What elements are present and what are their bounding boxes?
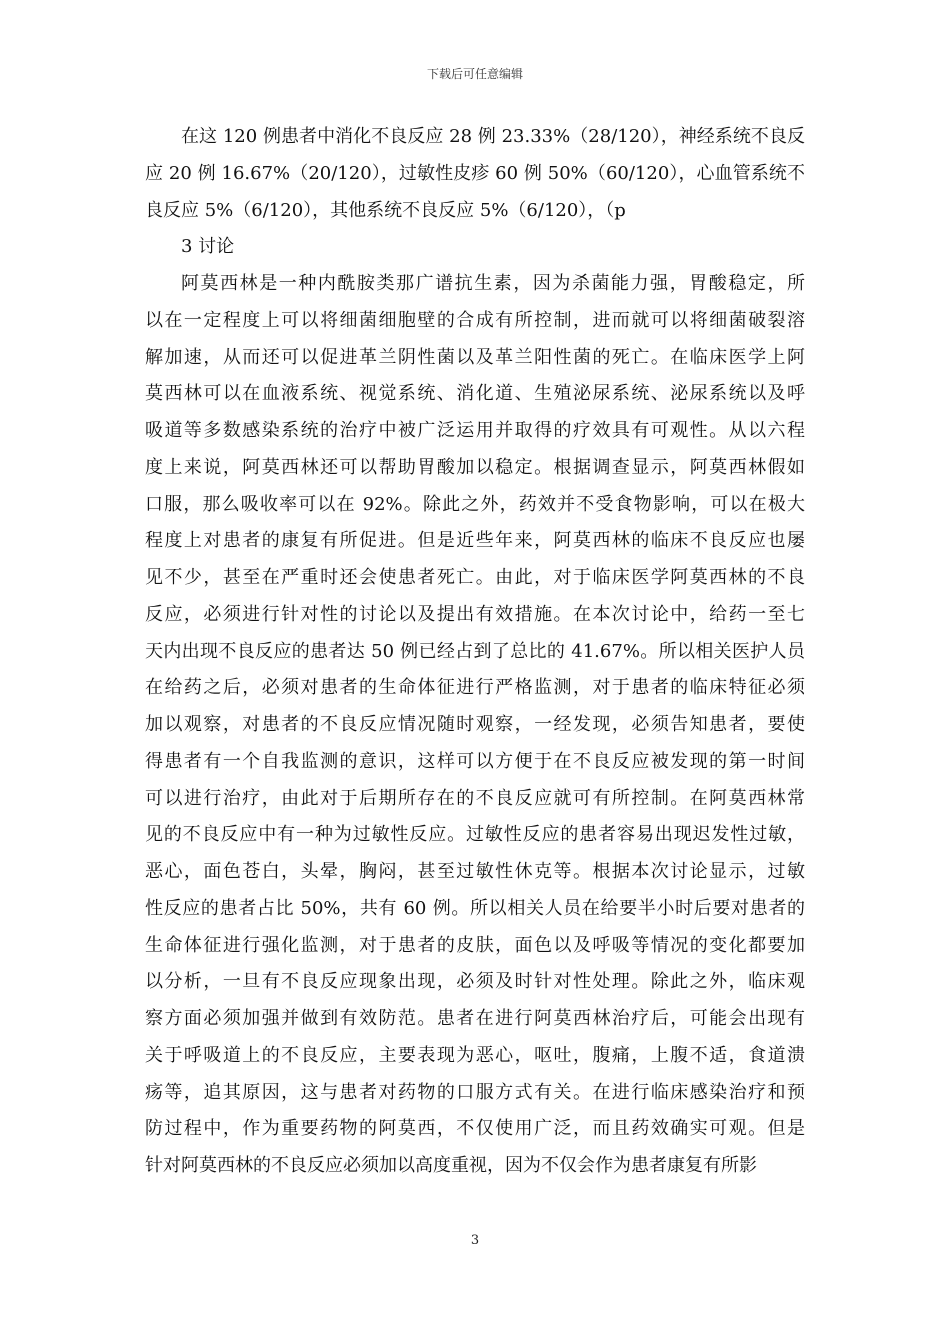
text-line: 防过程中，作为重要药物的阿莫西，不仅使用广泛，而且药效确实可观。但是 — [145, 1118, 805, 1140]
text-line: 加以观察，对患者的不良反应情况随时观察，一经发现，必须告知患者，要使 — [145, 714, 805, 735]
text-line: 以在一定程度上可以将细菌细胞壁的合成有所控制，进而就可以将细菌破裂溶 — [145, 309, 805, 331]
page-number: 3 — [470, 1233, 480, 1248]
text-line: 天内出现不良反应的患者达 50 例已经占到了总比的 41.67%。所以相关医护人员 — [145, 640, 805, 662]
text-line: 恶心，面色苍白，头晕，胸闷，甚至过敏性休克等。根据本次讨论显示，过敏 — [145, 861, 805, 882]
text-line: 在给药之后，必须对患者的生命体征进行严格监测，对于患者的临床特征必须 — [145, 677, 805, 699]
paragraph — [145, 119, 805, 229]
text-line: 生命体征进行强化监测，对于患者的皮肤，面色以及呼吸等情况的变化都要加 — [145, 934, 805, 956]
text-line: 吸道等多数感染系统的治疗中被广泛运用并取得的疗效具有可观性。从以六程 — [145, 420, 805, 441]
text-line: 良反应 5%（6/120），其他系统不良反应 5%（6/120），（p — [145, 199, 626, 221]
text-line: 疡等，追其原因，这与患者对药物的口服方式有关。在进行临床感染治疗和预 — [145, 1081, 805, 1103]
text-line: 针对阿莫西林的不良反应必须加以高度重视，因为不仅会作为患者康复有所影 — [145, 1155, 757, 1176]
text-line: 性反应的患者占比 50%，共有 60 例。所以相关人员在给要半小时后要对患者的 — [145, 897, 805, 919]
text-line: 在这 120 例患者中消化不良反应 28 例 23.33%（28/120），神经系统不良反 — [181, 126, 805, 147]
text-line: 见不少，甚至在严重时还会使患者死亡。由此，对于临床医学阿莫西林的不良 — [145, 567, 805, 588]
text-line: 应 20 例 16.67%（20/120），过敏性皮疹 60 例 50%（60/120），心血管系统不 — [145, 162, 805, 184]
text-line: 察方面必须加强并做到有效防范。患者在进行阿莫西林治疗后，可能会出现有 — [145, 1008, 805, 1029]
text-line: 关于呼吸道上的不良反应，主要表现为恶心，呕吐，腹痛，上腹不适，食道溃 — [145, 1044, 805, 1066]
text-line: 3 讨论 — [181, 236, 235, 258]
text-line: 程度上对患者的康复有所促进。但是近些年来，阿莫西林的临床不良反应也屡 — [145, 530, 805, 552]
text-line: 莫西林可以在血液系统、视觉系统、消化道、生殖泌尿系统、泌尿系统以及呼 — [145, 383, 805, 405]
text-line: 解加速，从而还可以促进革兰阴性菌以及革兰阳性菌的死亡。在临床医学上阿 — [145, 346, 805, 368]
text-line: 阿莫西林是一种内酰胺类那广谱抗生素，因为杀菌能力强，胃酸稳定，所 — [181, 273, 805, 294]
text-line: 度上来说，阿莫西林还可以帮助胃酸加以稳定。根据调查显示，阿莫西林假如 — [145, 456, 805, 478]
text-line: 以分析，一旦有不良反应现象出现，必须及时针对性处理。除此之外，临床观 — [145, 971, 805, 993]
text-line: 可以进行治疗，由此对于后期所存在的不良反应就可有所控制。在阿莫西林常 — [145, 787, 805, 809]
text-line: 口服，那么吸收率可以在 92%。除此之外，药效并不受食物影响，可以在极大 — [145, 493, 805, 515]
page-header: 下载后可任意编辑 — [426, 67, 523, 81]
document-body — [145, 119, 805, 1185]
paragraph — [145, 266, 805, 1185]
text-line: 反应，必须进行针对性的讨论以及提出有效措施。在本次讨论中，给药一至七 — [145, 603, 805, 625]
paragraph — [145, 229, 805, 266]
text-line: 得患者有一个自我监测的意识，这样可以方便于在不良反应被发现的第一时间 — [145, 750, 805, 772]
text-line: 见的不良反应中有一种为过敏性反应。过敏性反应的患者容易出现迟发性过敏， — [145, 824, 805, 846]
